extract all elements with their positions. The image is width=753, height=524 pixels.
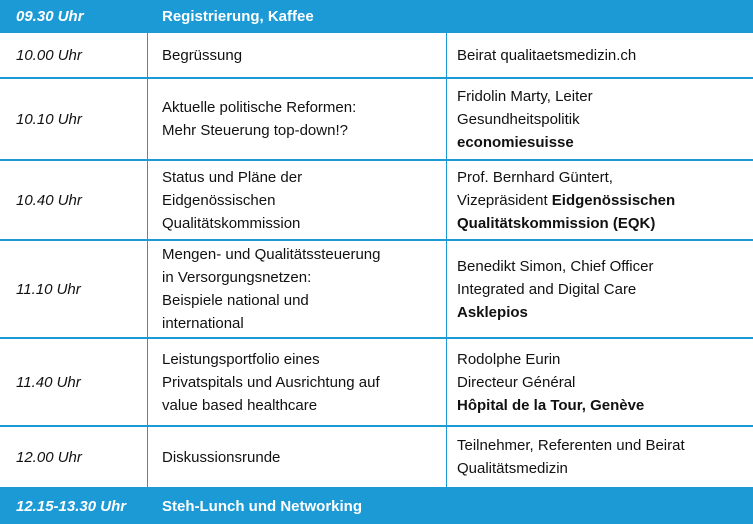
speaker-text: Qualitätskommission (EQK) bbox=[457, 214, 656, 232]
time-cell: 10.00 Uhr bbox=[16, 46, 82, 64]
topic-cell bbox=[148, 427, 446, 487]
topic-line: Begrüssung bbox=[162, 46, 243, 64]
topic-line: Steh-Lunch und Networking bbox=[162, 498, 362, 515]
speaker-text: Directeur Général bbox=[457, 373, 576, 391]
speaker-text: Prof. Bernhard Güntert, bbox=[457, 168, 613, 186]
speaker-text: Teilnehmer, Referenten und Beirat bbox=[457, 437, 685, 454]
topic-cell bbox=[148, 79, 446, 159]
topic-line: Qualitätskommission bbox=[162, 214, 301, 232]
speaker-line bbox=[457, 255, 753, 278]
time-cell: 10.10 Uhr bbox=[16, 110, 82, 128]
speaker-cell bbox=[447, 79, 753, 159]
speaker-line bbox=[457, 108, 753, 131]
speaker-line bbox=[457, 434, 753, 457]
speaker-text: economiesuisse bbox=[457, 133, 574, 151]
topic-line: Mehr Steuerung top-down!? bbox=[162, 122, 348, 139]
speaker-text: Benedikt Simon, Chief Officer bbox=[457, 257, 654, 275]
speaker-org: Eidgenössischen bbox=[551, 191, 676, 209]
speaker-cell bbox=[447, 33, 753, 77]
topic-line: Beispiele national und bbox=[162, 292, 309, 309]
time-cell: 09.30 Uhr bbox=[16, 8, 84, 25]
topic-line: Eidgenössischen bbox=[162, 191, 276, 209]
speaker-text: Gesundheitspolitik bbox=[457, 110, 580, 128]
speaker-cell bbox=[447, 489, 753, 524]
speaker-cell bbox=[447, 241, 753, 337]
topic-line: in Versorgungsnetzen: bbox=[162, 269, 312, 286]
speaker-text: Hôpital de la Tour, Genève bbox=[457, 396, 645, 414]
time-cell: 12.15-13.30 Uhr bbox=[16, 498, 127, 515]
speaker-line bbox=[457, 301, 753, 324]
speaker-text: Asklepios bbox=[457, 303, 528, 321]
time-cell: 12.00 Uhr bbox=[16, 448, 82, 466]
speaker-line bbox=[457, 278, 753, 301]
agenda-row bbox=[0, 33, 753, 79]
topic-line: Status und Pläne der bbox=[162, 168, 303, 186]
speaker-text: Beirat qualitaetsmedizin.ch bbox=[457, 46, 637, 64]
speaker-line bbox=[457, 394, 753, 417]
speaker-line bbox=[457, 348, 753, 371]
speaker-line bbox=[457, 131, 753, 154]
topic-cell bbox=[148, 241, 446, 337]
time-cell: 11.10 Uhr bbox=[16, 280, 81, 298]
speaker-cell bbox=[447, 161, 753, 239]
speaker-line bbox=[457, 85, 753, 108]
speaker-line bbox=[457, 457, 753, 480]
column-divider bbox=[147, 33, 148, 524]
topic-cell bbox=[148, 161, 446, 239]
agenda-header-row bbox=[0, 489, 753, 524]
speaker-text: Qualitätsmedizin bbox=[457, 460, 568, 477]
topic-cell bbox=[148, 0, 446, 33]
speaker-line bbox=[457, 44, 753, 67]
topic-cell bbox=[148, 33, 446, 77]
agenda-row bbox=[0, 241, 753, 339]
speaker-line bbox=[457, 166, 753, 189]
agenda-row bbox=[0, 339, 753, 427]
topic-line: Registrierung, Kaffee bbox=[162, 8, 314, 25]
speaker-line bbox=[457, 189, 753, 212]
topic-line: Aktuelle politische Reformen: bbox=[162, 99, 357, 116]
topic-cell bbox=[148, 339, 446, 425]
speaker-cell bbox=[447, 427, 753, 487]
time-cell: 11.40 Uhr bbox=[16, 373, 81, 391]
column-divider bbox=[446, 33, 447, 524]
topic-line: value based healthcare bbox=[162, 396, 318, 414]
agenda-row bbox=[0, 161, 753, 241]
topic-line: Privatspitals und Ausrichtung auf bbox=[162, 373, 380, 391]
agenda-row bbox=[0, 427, 753, 489]
time-cell: 10.40 Uhr bbox=[16, 191, 82, 209]
agenda-row bbox=[0, 79, 753, 161]
speaker-text: Fridolin Marty, Leiter bbox=[457, 87, 593, 105]
speaker-cell bbox=[447, 339, 753, 425]
topic-line: Mengen- und Qualitätssteuerung bbox=[162, 246, 381, 263]
speaker-text: Integrated and Digital Care bbox=[457, 280, 637, 298]
topic-line: international bbox=[162, 315, 244, 332]
agenda-header-row bbox=[0, 0, 753, 33]
topic-line: Leistungsportfolio eines bbox=[162, 350, 320, 368]
speaker-line bbox=[457, 371, 753, 394]
topic-line: Diskussionsrunde bbox=[162, 448, 281, 466]
speaker-cell bbox=[447, 0, 753, 33]
speaker-text: Rodolphe Eurin bbox=[457, 350, 561, 368]
speaker-line bbox=[457, 212, 753, 235]
speaker-text: Vizepräsident bbox=[457, 191, 552, 209]
topic-cell bbox=[148, 489, 446, 524]
